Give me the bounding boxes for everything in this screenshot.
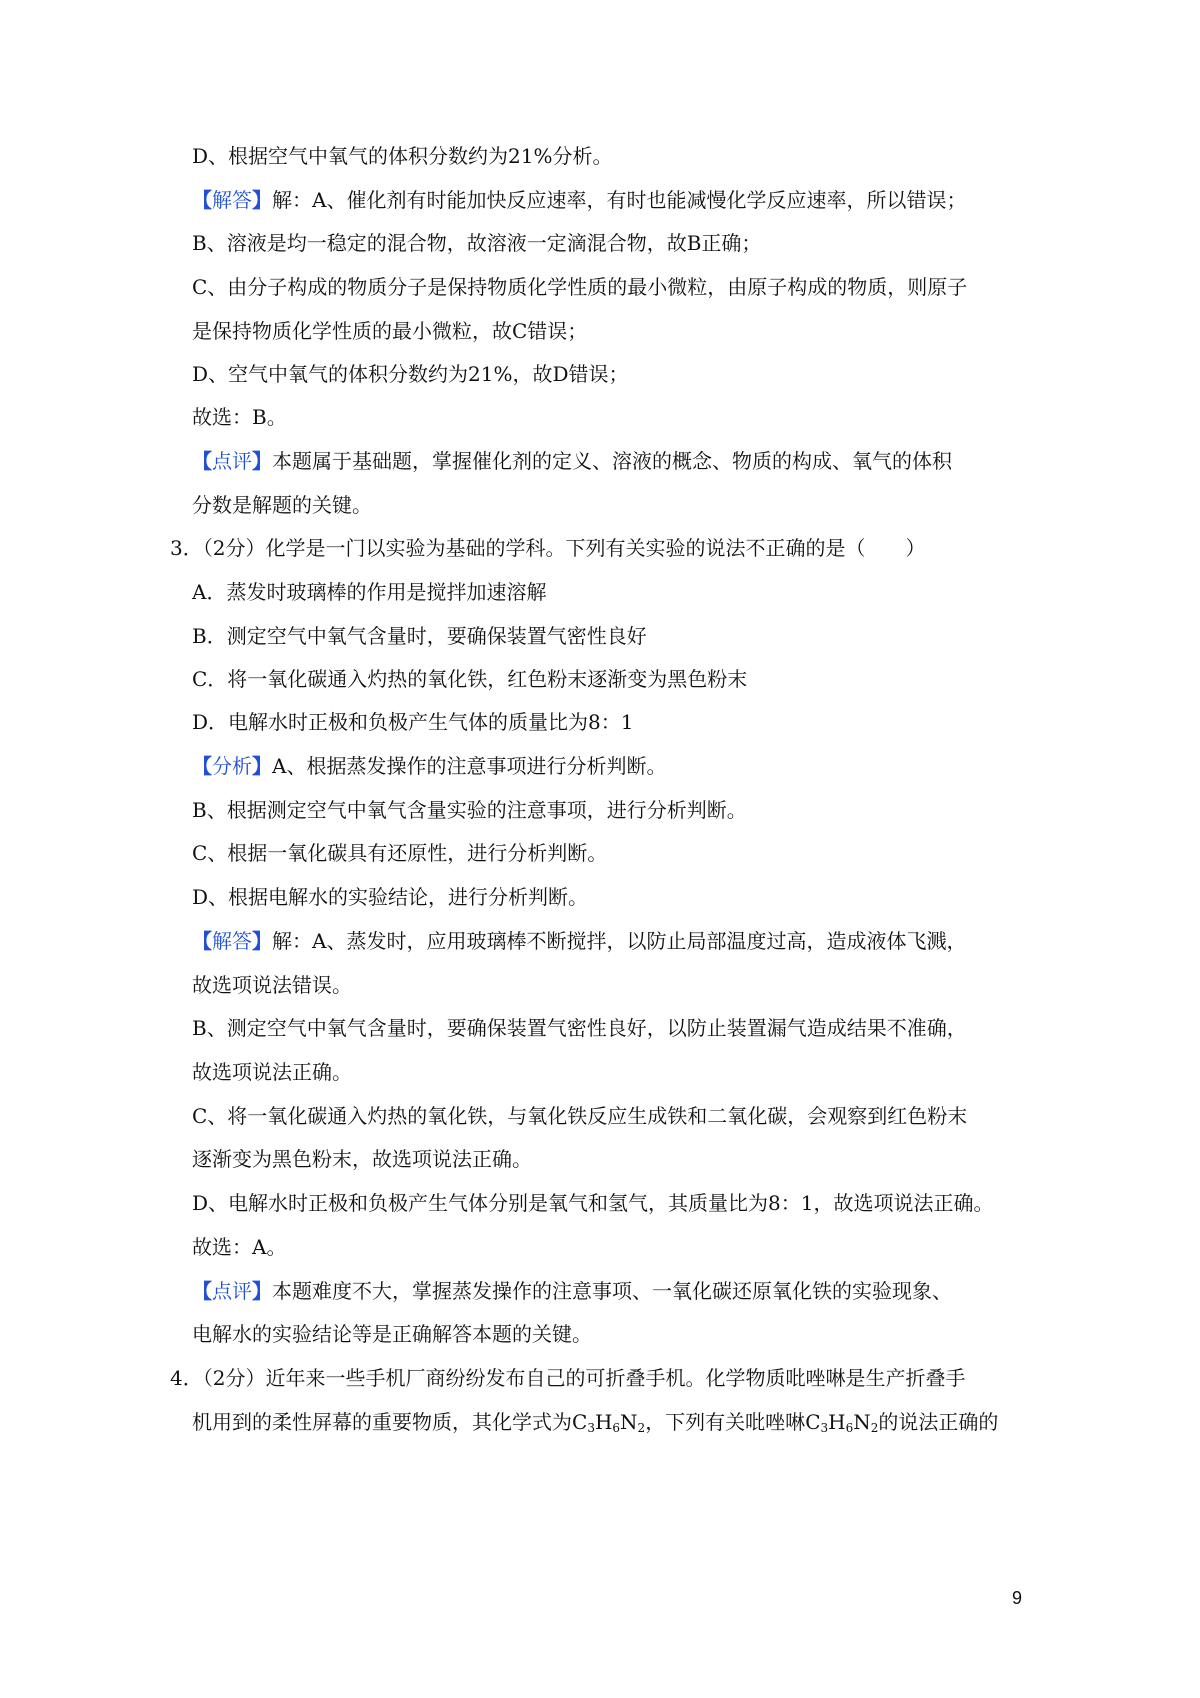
text-line: 故选：B。 — [192, 405, 287, 429]
text-line: D、根据电解水的实验结论，进行分析判断。 — [192, 885, 589, 909]
text-line: D．电解水时正极和负极产生气体的质量比为8：1 — [192, 710, 634, 734]
text-line: 故选项说法正确。 — [192, 1060, 352, 1084]
text-line: 分数是解题的关键。 — [192, 493, 372, 517]
chemical-formula: $C_3H_6N_2$ — [572, 1410, 646, 1435]
section-tag: 【解答】 — [192, 188, 272, 212]
text-line: 逐渐变为黑色粉末，故选项说法正确。 — [192, 1147, 532, 1171]
text-line: 是保持物质化学性质的最小微粒，故C错误； — [192, 319, 588, 343]
text-line: C、将一氧化碳通入灼热的氧化铁，与氧化铁反应生成铁和二氧化碳，会观察到红色粉末 — [192, 1104, 968, 1128]
text-line: D、空气中氧气的体积分数约为21%，故D错误； — [192, 362, 629, 386]
text-line: 【点评】本题属于基础题，掌握催化剂的定义、溶液的概念、物质的构成、氧气的体积 — [192, 449, 952, 473]
text-line: 【分析】A、根据蒸发操作的注意事项进行分析判断。 — [192, 754, 667, 778]
text-line: 【解答】解：A、催化剂有时能加快反应速率，有时也能减慢化学反应速率，所以错误； — [192, 188, 967, 212]
text-line: 故选：A。 — [192, 1235, 287, 1259]
text-line: D、电解水时正极和负极产生气体分别是氧气和氢气，其质量比为8：1，故选项说法正确。 — [192, 1191, 994, 1215]
text-line: B．测定空气中氧气含量时，要确保装置气密性良好 — [192, 624, 647, 648]
text-line: 电解水的实验结论等是正确解答本题的关键。 — [192, 1322, 592, 1346]
text-line: 【点评】本题难度不大，掌握蒸发操作的注意事项、一氧化碳还原氧化铁的实验现象、 — [192, 1279, 952, 1303]
text-line: C、由分子构成的物质分子是保持物质化学性质的最小微粒，由原子构成的物质，则原子 — [192, 275, 968, 299]
chemical-formula: $C_3H_6N_2$ — [805, 1410, 879, 1435]
section-tag: 【分析】 — [192, 754, 272, 778]
text-line: 机用到的柔性屏幕的重要物质，其化学式为$C_3H_6N_2$，下列有关吡唑啉$C_3H_6N_2$的说法正确的 — [192, 1410, 999, 1435]
text-line: B、溶液是均一稳定的混合物，故溶液一定滴混合物，故B正确； — [192, 231, 762, 255]
text-line: B、测定空气中氧气含量时，要确保装置气密性良好，以防止装置漏气造成结果不准确， — [192, 1016, 967, 1040]
text-line: A．蒸发时玻璃棒的作用是搅拌加速溶解 — [192, 580, 547, 604]
text-line: 4．（2分）近年来一些手机厂商纷纷发布自己的可折叠手机。化学物质吡唑啉是生产折叠手 — [170, 1366, 966, 1390]
text-line: D、根据空气中氧气的体积分数约为21%分析。 — [192, 144, 613, 168]
section-tag: 【点评】 — [192, 449, 272, 473]
section-tag: 【解答】 — [192, 929, 272, 953]
text-line: C、根据一氧化碳具有还原性，进行分析判断。 — [192, 841, 608, 865]
text-line: 【解答】解：A、蒸发时，应用玻璃棒不断搅拌，以防止局部温度过高，造成液体飞溅， — [192, 929, 967, 953]
section-tag: 【点评】 — [192, 1279, 272, 1303]
text-line: B、根据测定空气中氧气含量实验的注意事项，进行分析判断。 — [192, 798, 747, 822]
text-line: 3．（2分）化学是一门以实验为基础的学科。下列有关实验的说法不正确的是（ ） — [170, 536, 926, 560]
text-line: 故选项说法错误。 — [192, 973, 352, 997]
page-number: 9 — [1012, 1588, 1023, 1608]
text-line: C．将一氧化碳通入灼热的氧化铁，红色粉末逐渐变为黑色粉末 — [192, 667, 748, 691]
